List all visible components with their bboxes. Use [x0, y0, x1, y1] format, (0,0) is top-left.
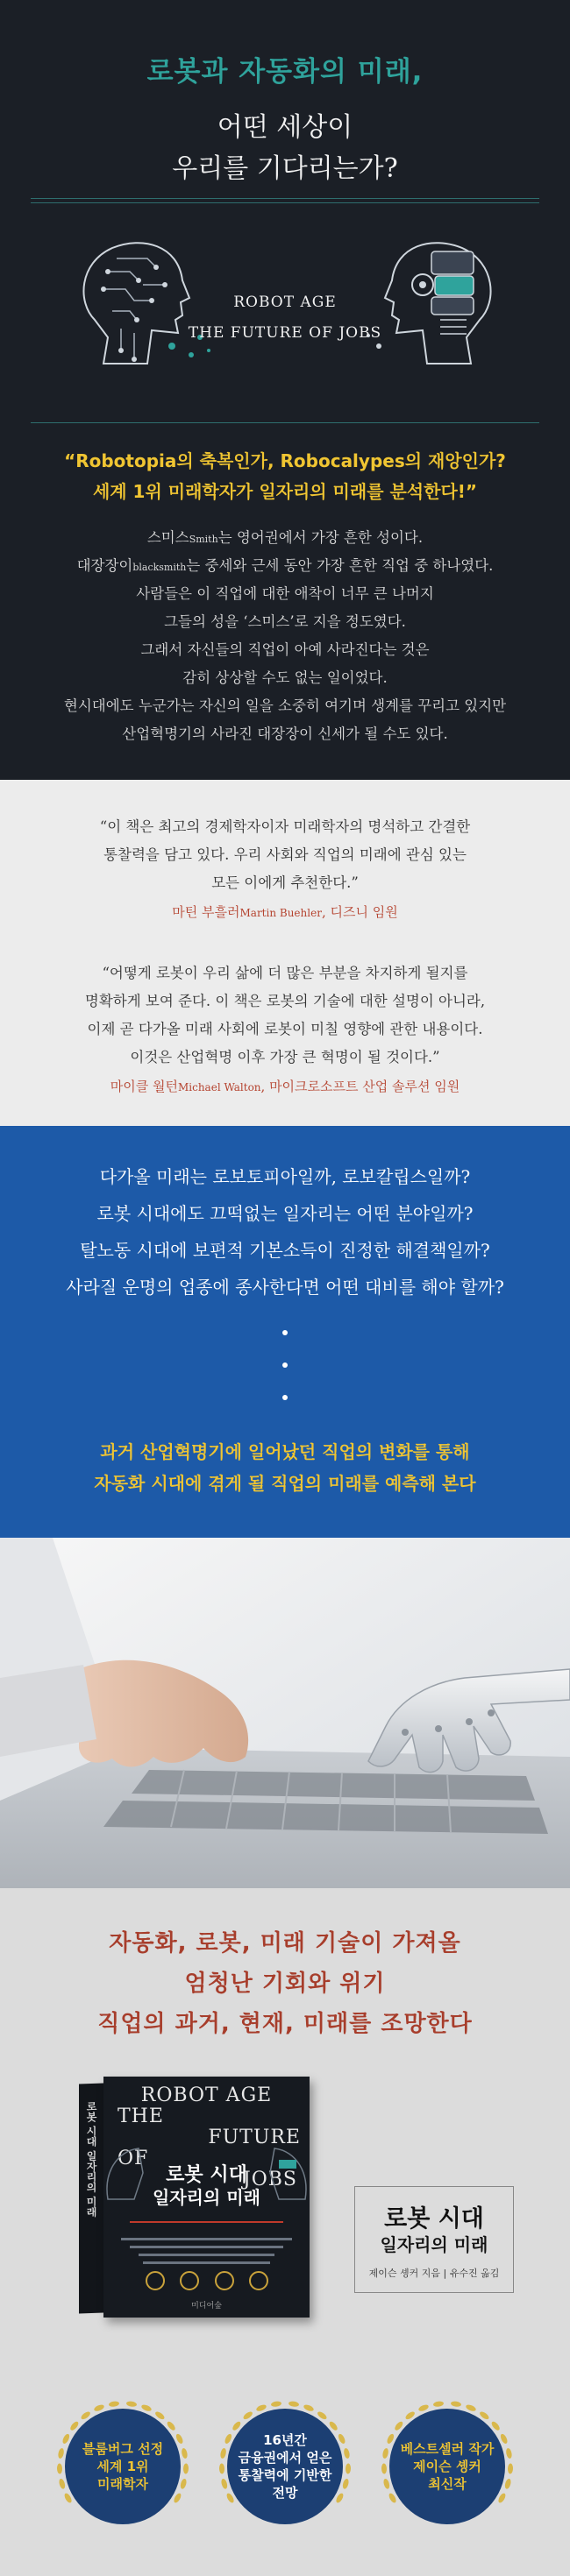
body-english-gloss: Smith	[189, 534, 218, 545]
cover-title-line-3: FUTURE	[208, 2127, 301, 2148]
cover-robot-heads-icon	[103, 2138, 310, 2208]
endorsement-line: “어떻게 로봇이 우리 삶에 더 많은 부분을 차지하게 될지를	[102, 965, 468, 981]
quote-line-1: “Robotopia의 축복인가, Robocalypes의 재앙인가?	[64, 450, 506, 471]
intro-body-line	[0, 610, 570, 631]
robot-age-title: ROBOT AGE	[233, 294, 337, 311]
endorser-role: , 디즈니 임원	[321, 904, 398, 920]
question-line: 탈노동 시대에 보편적 기본소득이 진정한 해결책일까?	[80, 1240, 490, 1261]
dot-3	[282, 1395, 288, 1400]
cover-publisher: 미디어숲	[191, 2302, 222, 2311]
divider-bottom	[31, 202, 539, 203]
badge-text	[377, 2440, 517, 2493]
body-text: 그들의 성을 ‘스미스’로 지을 정도였다.	[164, 613, 406, 630]
award-icon	[146, 2271, 165, 2290]
questions-section	[0, 1126, 570, 1538]
cover-title-ko-1: 로봇 시대	[166, 2164, 247, 2186]
cover-awards	[146, 2271, 268, 2290]
cover-title-line-1: ROBOT AGE	[140, 2084, 273, 2106]
book-section	[0, 1888, 570, 2576]
endorser-name-en: Martin Buehler	[239, 907, 322, 919]
intro-body-line	[0, 722, 570, 743]
title-box	[354, 2186, 514, 2293]
body-text: 는 영어권에서 가장 흔한 성이다.	[217, 529, 424, 546]
intro-body-line	[0, 554, 570, 575]
body-text: 그래서 자신들의 직업이 아예 사라진다는 것은	[140, 641, 430, 658]
cover-title-line-5: JOBS	[242, 2169, 297, 2190]
endorser-name: 마틴 부흘러	[172, 904, 240, 920]
book-cover	[79, 2077, 311, 2318]
endorsement-line: 모든 이에게 추천한다.”	[211, 874, 359, 891]
headline: 로봇과 자동화의 미래,	[146, 56, 424, 88]
cover-title-line-4: OF	[118, 2148, 149, 2169]
body-text: 스미스	[146, 529, 189, 546]
badge-line: 최신작	[428, 2476, 467, 2492]
robot-hand-keyboard-image	[0, 1538, 570, 1888]
intro-body-line	[0, 694, 570, 715]
cover-title-line-2: THE	[118, 2105, 164, 2127]
future-of-jobs-title: THE FUTURE OF JOBS	[188, 324, 382, 342]
cover-small-text	[130, 2221, 283, 2223]
title-box-line-1: 로봇 시대	[384, 2205, 484, 2233]
highlight-line-2: 자동화 시대에 겪게 될 직업의 미래를 예측해 본다	[94, 1473, 476, 1494]
badge-line: 세계 1위	[96, 2459, 149, 2474]
award-badge	[53, 2396, 193, 2537]
quote-line-2: 세계 1위 미래학자가 일자리의 미래를 분석한다!”	[92, 481, 478, 502]
endorsement-attribution	[0, 902, 570, 921]
badge-text	[53, 2440, 193, 2493]
question-line: 로봇 시대에도 끄떡없는 일자리는 어떤 분야일까?	[96, 1203, 474, 1224]
endorser-name-en: Michael Walton	[177, 1081, 261, 1093]
subtitle-line-2: 우리를 기다리는가?	[172, 153, 398, 184]
subtitle-line-1: 어떤 세상이	[217, 112, 353, 143]
spine-text: 로봇 시대 일자리의 미래	[85, 2100, 97, 2218]
body-text: 사람들은 이 직업에 대한 애착이 너무 큰 나머지	[136, 585, 434, 602]
dot-1	[282, 1330, 288, 1335]
divider-mid	[31, 422, 539, 423]
book-spine	[79, 2084, 103, 2314]
endorser-role: , 마이크로소프트 산업 솔루션 임원	[260, 1079, 460, 1094]
keyboard-photo	[0, 1538, 570, 1888]
cover-title-ko-2: 일자리의 미래	[153, 2187, 260, 2208]
title-box-line-2: 일자리의 미래	[380, 2234, 488, 2255]
dot-2	[282, 1362, 288, 1368]
endorsement-line: 이제 곧 다가올 미래 사회에 로봇이 미칠 영향에 관한 내용이다.	[87, 1021, 483, 1037]
cover-text-block	[121, 2233, 292, 2269]
badge-text	[215, 2431, 355, 2502]
intro-body-line	[0, 638, 570, 659]
question-line: 사라질 운명의 업종에 종사한다면 어떤 대비를 해야 할까?	[66, 1277, 504, 1298]
tagline-line-2: 엄청난 기회와 위기	[184, 1971, 386, 1997]
body-text: 는 중세와 근세 동안 가장 흔한 직업 중 하나였다.	[186, 557, 494, 574]
badge-line: 베스트셀러 작가	[400, 2441, 495, 2457]
tagline-line-1: 자동화, 로봇, 미래 기술이 가져올	[109, 1930, 461, 1957]
body-text: 감히 상상할 수도 없는 일이었다.	[182, 669, 388, 686]
intro-body-line	[0, 666, 570, 687]
body-english-gloss: blacksmith	[132, 562, 187, 573]
intro-body-line	[0, 526, 570, 547]
badge-line: 16년간	[263, 2432, 307, 2448]
award-icon	[249, 2271, 268, 2290]
body-text: 산업혁명기의 사라진 대장장이 신세가 될 수도 있다.	[122, 725, 448, 742]
endorsement-line: 이것은 산업혁명 이후 가장 큰 혁명이 될 것이다.”	[130, 1049, 440, 1065]
author-line: 제이슨 솅커 지음 | 유수진 옮김	[368, 2268, 500, 2279]
award-icon	[180, 2271, 199, 2290]
endorsement-line: 통찰력을 담고 있다. 우리 사회와 직업의 미래에 관심 있는	[103, 846, 467, 863]
badge-line: 미래학자	[97, 2476, 148, 2492]
body-text: 대장장이	[76, 557, 133, 574]
tagline-line-3: 직업의 과거, 현재, 미래를 조망한다	[97, 2011, 473, 2037]
intro-body-line	[0, 582, 570, 603]
endorsement-line: 명확하게 보여 준다. 이 책은 로봇의 기술에 대한 설명이 아니라,	[84, 993, 486, 1009]
badge-line: 전망	[272, 2485, 298, 2501]
endorsement-line: “이 책은 최고의 경제학자이자 미래학자의 명석하고 간결한	[99, 818, 471, 835]
badge-line: 통찰력에 기반한	[238, 2467, 332, 2483]
badge-line: 블룸버그 선정	[82, 2441, 164, 2457]
divider-top	[31, 198, 539, 199]
endorsement-attribution	[0, 1077, 570, 1095]
endorser-name: 마이클 월턴	[110, 1079, 178, 1094]
badge-line: 제이슨 솅커	[413, 2459, 481, 2474]
award-badge	[215, 2396, 355, 2537]
question-line: 다가올 미래는 로보토피아일까, 로보칼립스일까?	[99, 1166, 471, 1187]
badge-line: 금융권에서 얻은	[238, 2450, 332, 2466]
body-text: 현시대에도 누군가는 자신의 일을 소중히 여기며 생계를 꾸리고 있지만	[63, 697, 507, 714]
highlight-line-1: 과거 산업혁명기에 일어났던 직업의 변화를 통해	[100, 1441, 470, 1462]
award-icon	[215, 2271, 234, 2290]
intro-section	[0, 0, 570, 780]
endorsements-section	[0, 780, 570, 1126]
award-badge	[377, 2396, 517, 2537]
